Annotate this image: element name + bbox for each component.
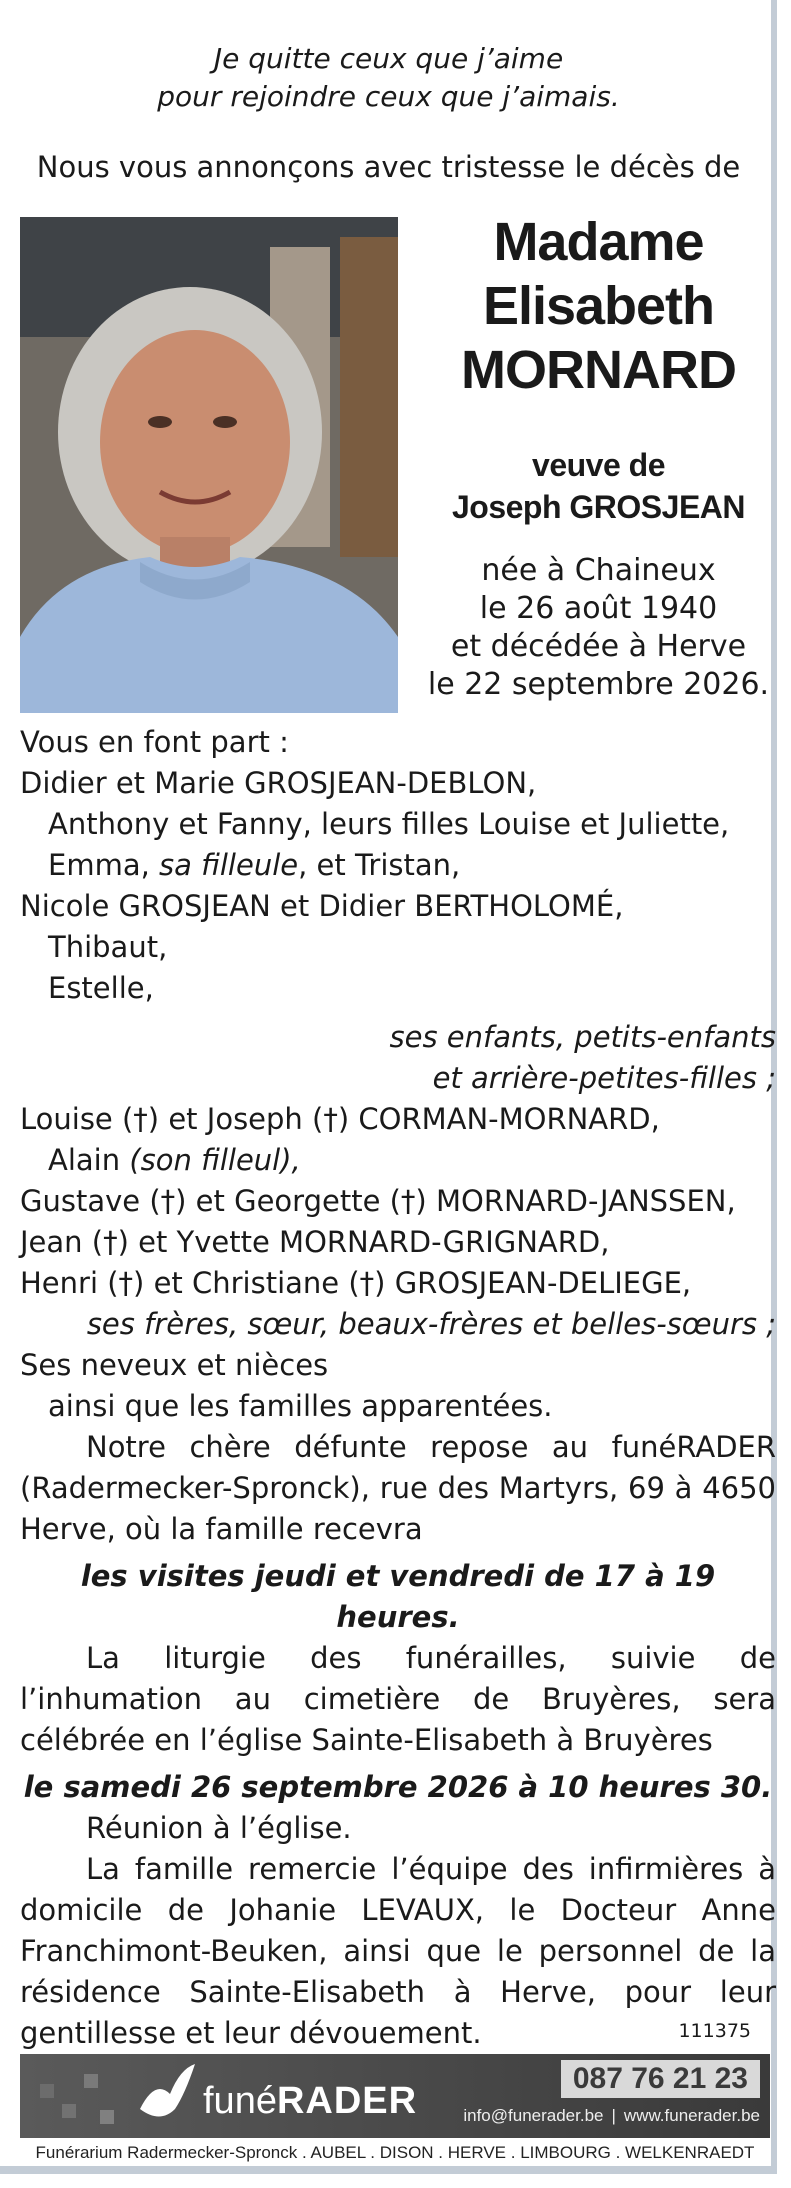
website-link[interactable]: www.funerader.be — [623, 2106, 760, 2125]
deceased-last-name: MORNARD — [461, 340, 736, 400]
family-text: Emma, — [48, 848, 160, 882]
family-role: ses frères, sœur, beaux-frères et belles-sœurs ; — [86, 1307, 776, 1341]
family-line: Thibaut, — [48, 930, 168, 964]
birth-place: née à Chaineux — [481, 553, 716, 588]
liturgy-paragraph: La liturgie des funérailles, suivie de l’inhumation au cimetière de Bruyères, sera célébrée en l’église Sainte-Elisabeth à Bruyères — [20, 1641, 776, 1757]
family-line: Henri (†) et Christiane (†) GROSJEAN-DELIEGE, — [20, 1266, 692, 1300]
deceased-title: Madame — [493, 212, 704, 272]
opening-quote — [0, 40, 777, 116]
reference-number: 111375 — [678, 2020, 751, 2042]
email-link[interactable]: info@funerader.be — [463, 2106, 604, 2125]
brand-light: funé — [203, 2080, 277, 2122]
family-intro: Vous en font part : — [20, 725, 289, 759]
thanks-paragraph: La famille remercie l’équipe des infirmières à domicile de Johanie LEVAUX, le Docteur Anne Franchimont-Beuken, ainsi que le personnel de la résidence Sainte-Elisabeth à Herve, pour leur gentillesse et leur dévouement. — [20, 1852, 776, 2050]
family-line: Didier et Marie GROSJEAN-DEBLON, — [20, 766, 537, 800]
life-dates — [420, 552, 777, 704]
dove-logo-icon — [130, 2054, 200, 2138]
family-text: Alain — [48, 1143, 130, 1177]
quote-line-2: pour rejoindre ceux que j’aimais. — [157, 80, 620, 113]
family-line — [20, 1140, 776, 1181]
death-date: le 22 septembre 2026. — [427, 667, 770, 702]
family-line: Nicole GROSJEAN et Didier BERTHOLOMÉ, — [20, 889, 624, 923]
family-line: Gustave (†) et Georgette (†) MORNARD-JANSSEN, — [20, 1184, 736, 1218]
death-place: et décédée à Herve — [450, 629, 747, 664]
family-role: et arrière-petites-filles ; — [432, 1061, 776, 1095]
family-line: Estelle, — [48, 971, 154, 1005]
family-role: ses enfants, petits-enfants — [389, 1020, 776, 1054]
spouse-name: Joseph GROSJEAN — [451, 489, 745, 525]
obituary-body — [20, 722, 776, 2054]
brand-bold: RADER — [276, 2080, 418, 2122]
meeting-paragraph: Réunion à l’église. — [86, 1811, 352, 1845]
phone-number[interactable]: 087 76 21 23 — [561, 2060, 760, 2098]
family-line: Louise (†) et Joseph (†) CORMAN-MORNARD, — [20, 1102, 660, 1136]
contact-separator: | — [611, 2106, 616, 2125]
family-text: , et Tristan, — [298, 848, 461, 882]
brand-name — [203, 2080, 417, 2123]
family-role-inline: (son filleul), — [129, 1143, 301, 1177]
family-line: Ses neveux et nièces — [20, 1348, 329, 1382]
birth-date: le 26 août 1940 — [479, 591, 718, 626]
deceased-block — [420, 210, 777, 704]
portrait-photo — [20, 217, 398, 713]
family-line: Anthony et Fanny, leurs filles Louise et Juliette, — [48, 807, 730, 841]
widow-label: veuve de — [532, 447, 665, 483]
portrait-illustration — [20, 217, 398, 713]
deceased-first-name: Elisabeth — [482, 276, 715, 336]
family-line — [20, 845, 776, 886]
family-line: ainsi que les familles apparentées. — [48, 1389, 553, 1423]
family-role-inline: sa filleule — [159, 848, 299, 882]
ceremony-info: le samedi 26 septembre 2026 à 10 heures 30. — [23, 1770, 773, 1804]
funeral-home-locations: Funérarium Radermecker-Spronck . AUBEL . DISON . HERVE . LIMBOURG . WELKENRAEDT — [35, 2143, 755, 2162]
contact-links — [463, 2106, 760, 2126]
announcement: Nous vous annonçons avec tristesse le décès de — [36, 150, 741, 184]
visits-info: les visites jeudi et vendredi de 17 à 19 heures. — [80, 1559, 716, 1634]
repose-paragraph: Notre chère défunte repose au funéRADER (Radermecker-Spronck), rue des Martyrs, 69 à 4650 Herve, où la famille recevra — [20, 1430, 776, 1546]
quote-line-1: Je quitte ceux que j’aime — [213, 42, 564, 75]
funeral-home-banner — [20, 2054, 770, 2138]
family-line: Jean (†) et Yvette MORNARD-GRIGNARD, — [20, 1225, 610, 1259]
logo-squares-icon — [40, 2064, 120, 2134]
